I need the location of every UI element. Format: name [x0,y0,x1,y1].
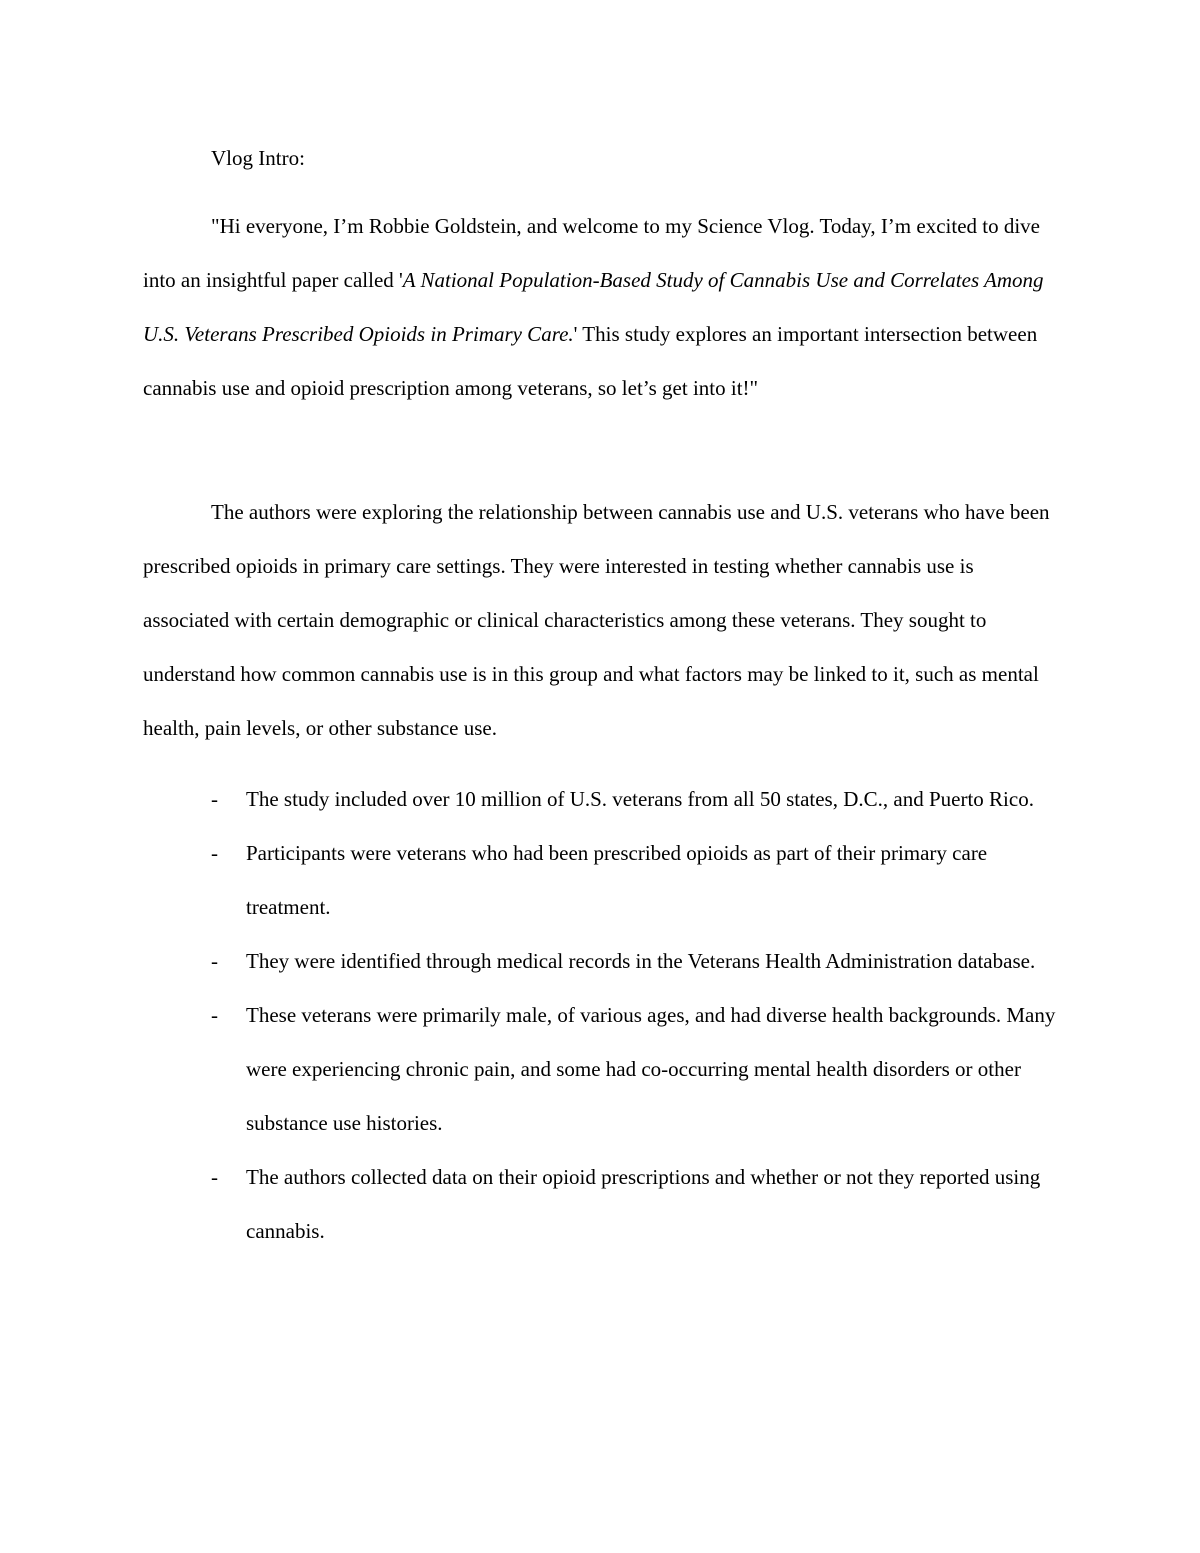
intro-text-end: ' This study explores an important intersection between cannabis use and opioid prescription among veterans, so let’s get into it!" [143,322,1038,400]
bullet-dash: - [211,1003,218,1027]
intro-text-start: "Hi everyone, I’m Robbie Goldstein, and welcome to my Science Vlog. Today, I’m excited to dive into an insightful paper called ' [143,214,1041,292]
bullet-dash: - [211,787,218,811]
bullet-list [211,772,1061,1258]
bullet-text: The study included over 10 million of U.S. veterans from all 50 states, D.C., and Puerto Rico. [246,787,1034,811]
bullet-dash: - [211,841,218,865]
bullet-text: They were identified through medical records in the Veterans Health Administration database. [246,949,1036,973]
list-item [211,988,1061,1150]
bullet-text: The authors collected data on their opioid prescriptions and whether or not they reported using cannabis. [246,1165,1041,1243]
list-item [211,826,1061,934]
paper-title: A National Population-Based Study of Cannabis Use and Correlates Among U.S. Veterans Prescribed Opioids in Primary Care. [143,268,1044,346]
bullet-dash: - [211,949,218,973]
bullet-text: These veterans were primarily male, of various ages, and had diverse health backgrounds. Many were experiencing chronic pain, and some had co-occurring mental health disorders or other substance use histories. [246,1003,1056,1135]
list-item [211,1150,1061,1258]
section-heading: Vlog Intro: [211,146,305,170]
list-item [211,772,1061,826]
intro-paragraph [143,199,1063,415]
list-item [211,934,1061,988]
summary-paragraph: The authors were exploring the relationship between cannabis use and U.S. veterans who have been prescribed opioids in primary care settings. They were interested in testing whether cannabis use is associated with certain demographic or clinical characteristics among these veterans. They sought to understand how common cannabis use is in this group and what factors may be linked to it, such as mental health, pain levels, or other substance use. [143,500,1050,740]
bullet-text: Participants were veterans who had been prescribed opioids as part of their primary care treatment. [246,841,988,919]
bullet-dash: - [211,1165,218,1189]
